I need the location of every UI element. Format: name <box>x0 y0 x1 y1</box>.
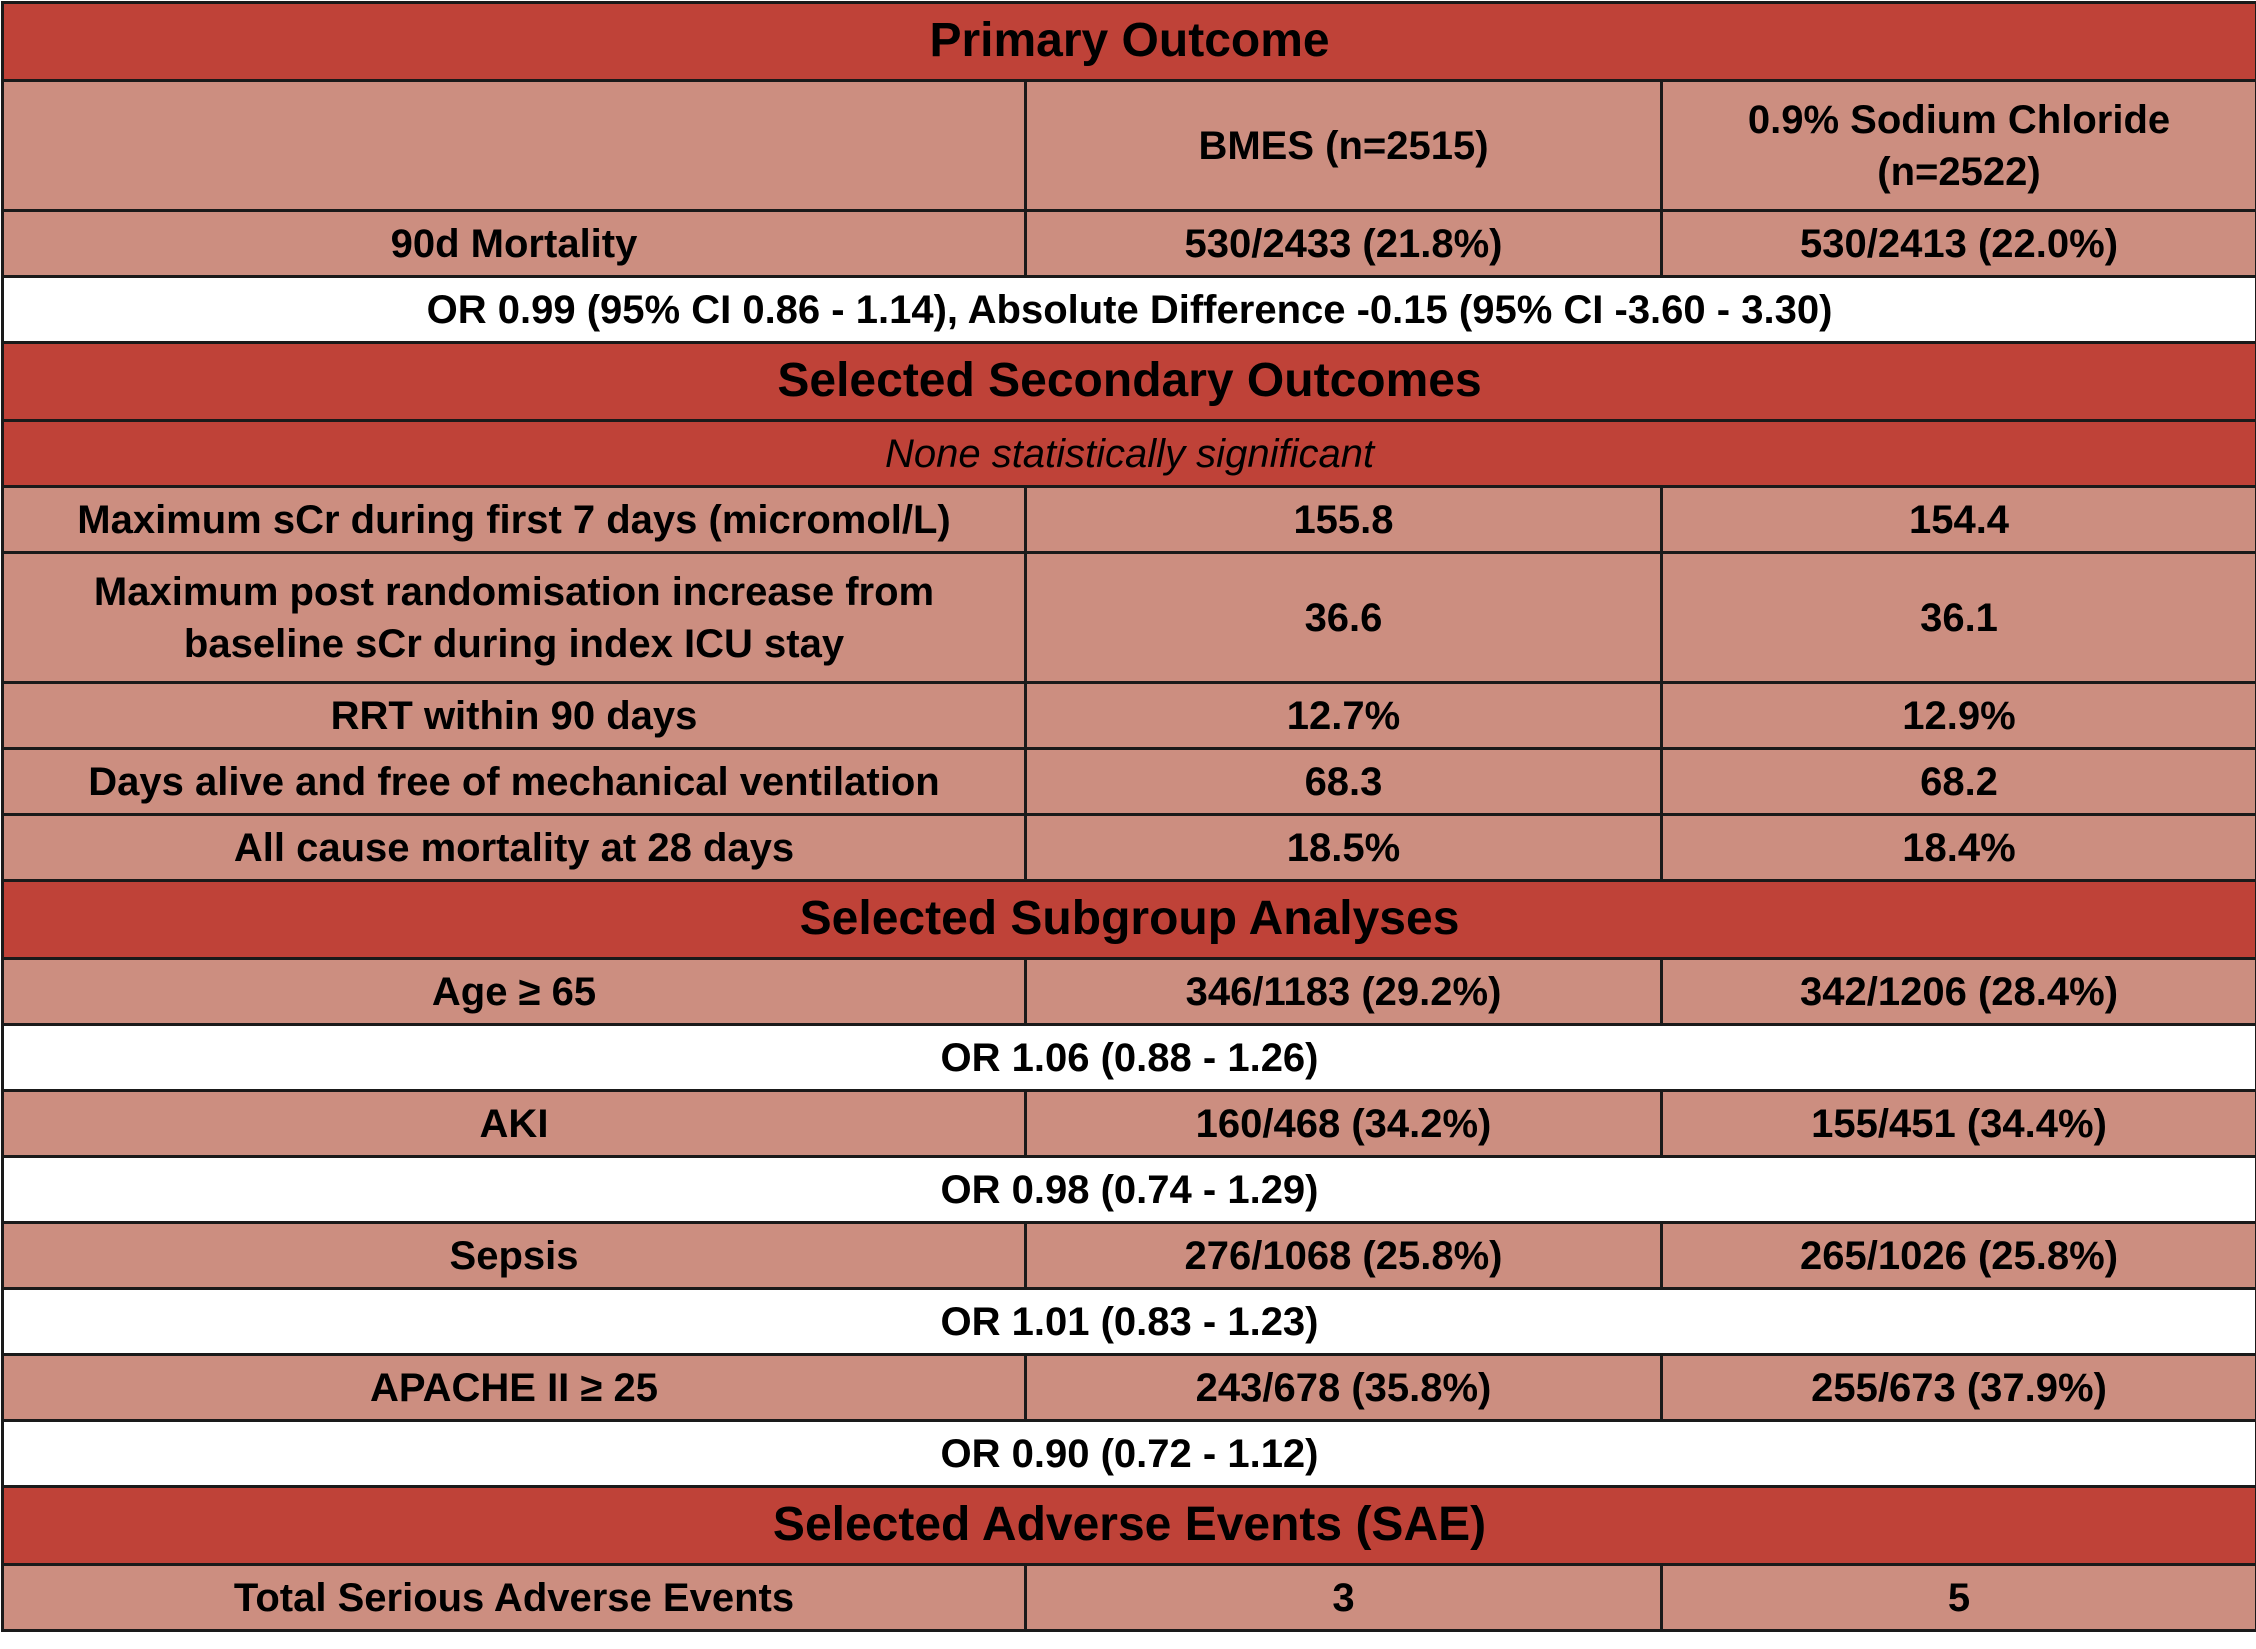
row-label: All cause mortality at 28 days <box>3 815 1026 881</box>
results-table <box>1 1 2256 1632</box>
saline-value: 68.2 <box>1662 749 2256 815</box>
saline-value: 154.4 <box>1662 487 2256 553</box>
saline-value: 18.4% <box>1662 815 2256 881</box>
row-label: Sepsis <box>3 1223 1026 1289</box>
bmes-value: 243/678 (35.8%) <box>1026 1355 1662 1421</box>
summary-row <box>3 1421 2256 1487</box>
table-row <box>3 553 2256 683</box>
table-row <box>3 1565 2256 1631</box>
row-label: APACHE II ≥ 25 <box>3 1355 1026 1421</box>
section-title: Selected Subgroup Analyses <box>3 881 2256 959</box>
odds-ratio-summary: OR 0.90 (0.72 - 1.12) <box>3 1421 2256 1487</box>
column-header-saline: 0.9% Sodium Chloride (n=2522) <box>1662 81 2256 211</box>
section-title: Selected Adverse Events (SAE) <box>3 1487 2256 1565</box>
section-title: Selected Secondary Outcomes <box>3 343 2256 421</box>
table-row <box>3 815 2256 881</box>
section-title: Primary Outcome <box>3 3 2256 81</box>
saline-value: 265/1026 (25.8%) <box>1662 1223 2256 1289</box>
bmes-value: 160/468 (34.2%) <box>1026 1091 1662 1157</box>
row-label: RRT within 90 days <box>3 683 1026 749</box>
odds-ratio-summary: OR 1.06 (0.88 - 1.26) <box>3 1025 2256 1091</box>
table-row <box>3 1223 2256 1289</box>
row-label: Age ≥ 65 <box>3 959 1026 1025</box>
table-row <box>3 959 2256 1025</box>
column-header-label <box>3 81 1026 211</box>
summary-row <box>3 1157 2256 1223</box>
odds-ratio-summary: OR 0.98 (0.74 - 1.29) <box>3 1157 2256 1223</box>
row-label: AKI <box>3 1091 1026 1157</box>
section-header-subgroups <box>3 881 2256 959</box>
table-row <box>3 487 2256 553</box>
table-row <box>3 1355 2256 1421</box>
bmes-value: 3 <box>1026 1565 1662 1631</box>
bmes-value: 276/1068 (25.8%) <box>1026 1223 1662 1289</box>
saline-value: 342/1206 (28.4%) <box>1662 959 2256 1025</box>
odds-ratio-summary: OR 1.01 (0.83 - 1.23) <box>3 1289 2256 1355</box>
saline-value: 155/451 (34.4%) <box>1662 1091 2256 1157</box>
table-row <box>3 1091 2256 1157</box>
bmes-value: 36.6 <box>1026 553 1662 683</box>
bmes-value: 155.8 <box>1026 487 1662 553</box>
bmes-value: 68.3 <box>1026 749 1662 815</box>
summary-row <box>3 1025 2256 1091</box>
saline-value: 530/2413 (22.0%) <box>1662 211 2256 277</box>
table-row <box>3 211 2256 277</box>
odds-ratio-summary: OR 0.99 (95% CI 0.86 - 1.14), Absolute Difference -0.15 (95% CI -3.60 - 3.30) <box>3 277 2256 343</box>
table-row <box>3 749 2256 815</box>
subtitle-row <box>3 421 2256 487</box>
row-label: Days alive and free of mechanical ventilation <box>3 749 1026 815</box>
saline-value: 36.1 <box>1662 553 2256 683</box>
saline-value: 12.9% <box>1662 683 2256 749</box>
saline-value: 5 <box>1662 1565 2256 1631</box>
bmes-value: 346/1183 (29.2%) <box>1026 959 1662 1025</box>
section-header-primary <box>3 3 2256 81</box>
row-label: Total Serious Adverse Events <box>3 1565 1026 1631</box>
column-header-bmes: BMES (n=2515) <box>1026 81 1662 211</box>
bmes-value: 18.5% <box>1026 815 1662 881</box>
section-header-secondary <box>3 343 2256 421</box>
bmes-value: 530/2433 (21.8%) <box>1026 211 1662 277</box>
section-subtitle: None statistically significant <box>3 421 2256 487</box>
section-header-adverse <box>3 1487 2256 1565</box>
summary-row <box>3 1289 2256 1355</box>
table-row <box>3 683 2256 749</box>
column-header-row <box>3 81 2256 211</box>
row-label: Maximum sCr during first 7 days (micromol/L) <box>3 487 1026 553</box>
saline-value: 255/673 (37.9%) <box>1662 1355 2256 1421</box>
row-label: Maximum post randomisation increase from baseline sCr during index ICU stay <box>3 553 1026 683</box>
summary-row <box>3 277 2256 343</box>
bmes-value: 12.7% <box>1026 683 1662 749</box>
row-label: 90d Mortality <box>3 211 1026 277</box>
